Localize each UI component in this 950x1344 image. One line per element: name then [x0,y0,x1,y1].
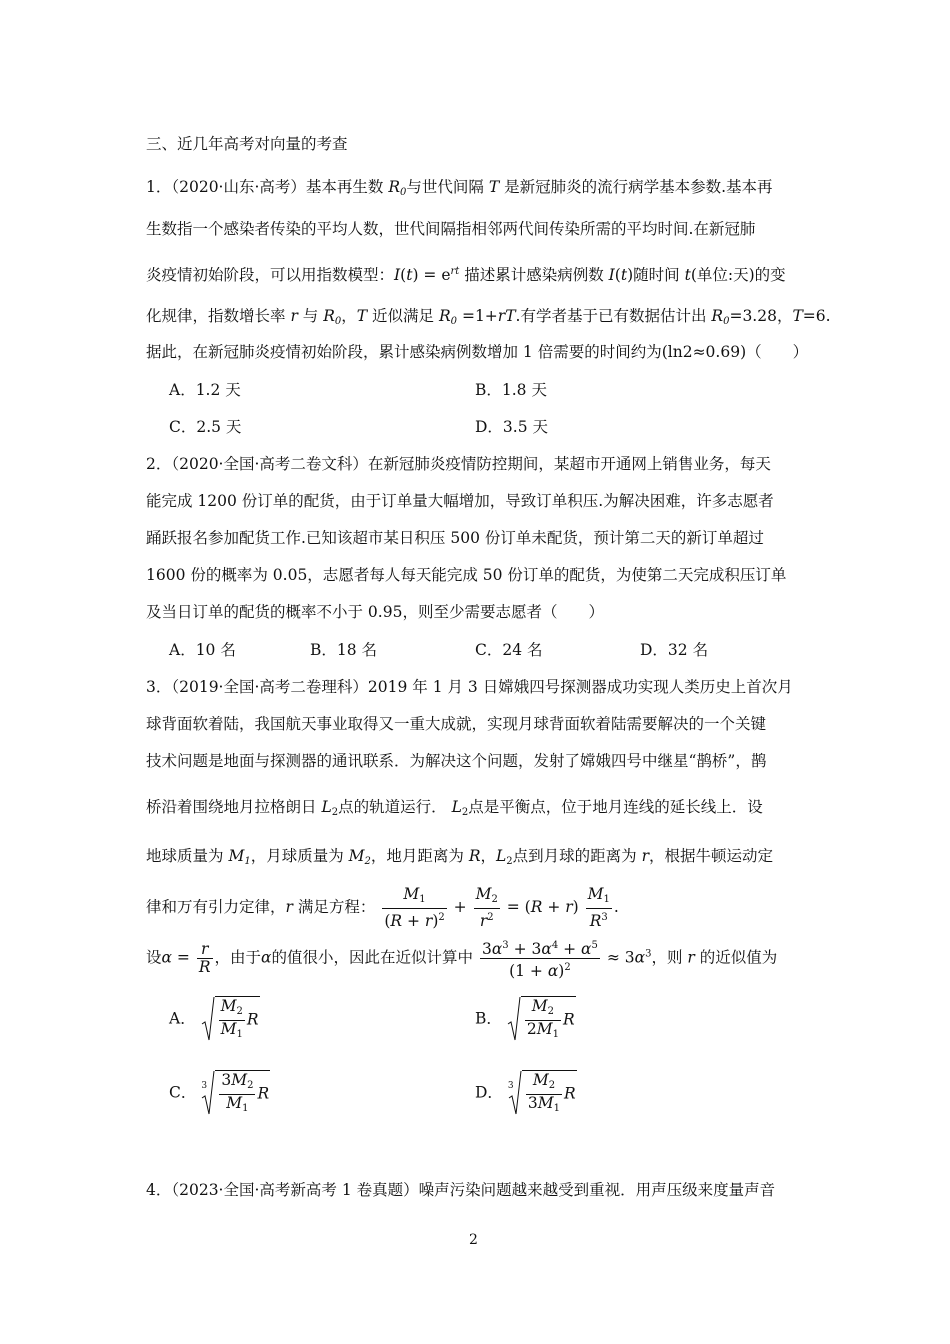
q2-line-3: 踊跃报名参加配货工作.已知该超市某日积压 500 份订单未配货，预计第二天的新订单超过 [146,529,764,547]
section-title: 三、近几年高考对向量的考查 [146,135,348,153]
q3-approx-expression: $\frac{3\alpha^3 + 3\alpha^4 + \alpha^5}{(1 + \alpha)^2}$ [480,937,600,980]
q3-option-a: A． $\frac{M_2}{M_1}$ R [169,996,260,1043]
q2-option-c: C．24 名 [475,641,543,659]
q3-line-4: 桥沿着围绕地月拉格朗日 $L_2$点的轨道运行． $L_2$点是平衡点，位于地月连线的延长线上．设 [146,798,763,818]
q1-line-2: 生数指一个感染者传染的平均人数，世代间隔指相邻两代间传染所需的平均时间.在新冠肺 [146,220,756,238]
q2-line-2: 能完成 1200 份订单的配货，由于订单量大幅增加，导致订单积压.为解决困难，许多志愿者 [146,492,774,510]
q2-line-4: 1600 份的概率为 0.05，志愿者每人每天能完成 50 份订单的配货，为使第二天完成积压订单 [146,566,787,584]
q1-option-d: D．3.5 天 [475,418,549,436]
q1-line-5: 据此，在新冠肺炎疫情初始阶段，累计感染病例数增加 1 倍需要的时间约为(ln2≈0.69)（ ） [146,343,809,361]
q2-option-b: B．18 名 [310,641,378,659]
q3-line-3: 技术问题是地面与探测器的通讯联系．为解决这个问题，发射了嫦娥四号中继星“鹊桥”，鹊 [146,752,767,770]
q4-line-1: 4．（2023·全国·高考新高考 1 卷真题）噪声污染问题越来越受到重视．用声压级来度量声音 [146,1181,776,1199]
q3-line-2: 球背面软着陆，我国航天事业取得又一重大成就，实现月球背面软着陆需要解决的一个关键 [146,715,767,733]
q3-line-7: 设α = $\frac{r}{R}$ ，由于α的值很小，因此在近似计算中 $\frac{3\alpha^3 + 3\alpha^4 + \alpha^5}{(1 + \alpha)^2}$ ≈ $3\alpha^3$，则 r 的近似值为 [146,937,777,980]
q3-option-c: C． 3 $\frac{3M_2}{M_1}$ R [169,1070,270,1117]
q3-line-6: 律和万有引力定律，r 满足方程： $\frac{M_1}{(R + r)^2}$ + $\frac{M_2}{r^2}$ = (R + r) $\frac{M_1}{R^3}$ . [146,885,619,930]
q2-line-5: 及当日订单的配货的概率不小于 0.95，则至少需要志愿者（ ） [146,603,604,621]
page-number: 2 [469,1232,478,1248]
q2-line-1: 2．（2020·全国·高考二卷文科）在新冠肺炎疫情防控期间，某超市开通网上销售业务，每天 [146,455,771,473]
q1-line-4: 化规律，指数增长率 r 与 $R_0$，T 近似满足 $R_0 =1+rT$.有学者基于已有数据估计出 $R_0=3.28$，T=6. [146,307,831,327]
q1-option-b: B．1.8 天 [475,381,547,399]
q1-line-1: 1．（2020·山东·高考）基本再生数 $R_0$与世代间隔 T 是新冠肺炎的流行病学基本参数.基本再 [146,178,773,198]
q3-equation: $\frac{M_1}{(R + r)^2}$ + $\frac{M_2}{r^2}$ = (R + r) $\frac{M_1}{R^3}$ . [384,885,619,930]
q2-option-d: D．32 名 [640,641,709,659]
q3-option-b: B． $\frac{M_2}{2M_1}$ R [475,996,576,1043]
q2-option-a: A．10 名 [169,641,236,659]
q1-line-3: 炎疫情初始阶段，可以用指数模型：$I(t) = e^{rt}$ 描述累计感染病例数 I(t)随时间 t(单位:天)的变 [146,266,786,284]
q3-line-1: 3．（2019·全国·高考二卷理科）2019 年 1 月 3 日嫦娥四号探测器成功实现人类历史上首次月 [146,678,793,696]
q3-line-5: 地球质量为 $M_1$，月球质量为 $M_2$，地月距离为 R，$L_2$点到月球的距离为 r，根据牛顿运动定 [146,847,774,867]
q1-option-c: C．2.5 天 [169,418,242,436]
q1-option-a: A．1.2 天 [169,381,241,399]
q3-option-d: D． 3 $\frac{M_2}{3M_1}$ R [475,1070,577,1117]
